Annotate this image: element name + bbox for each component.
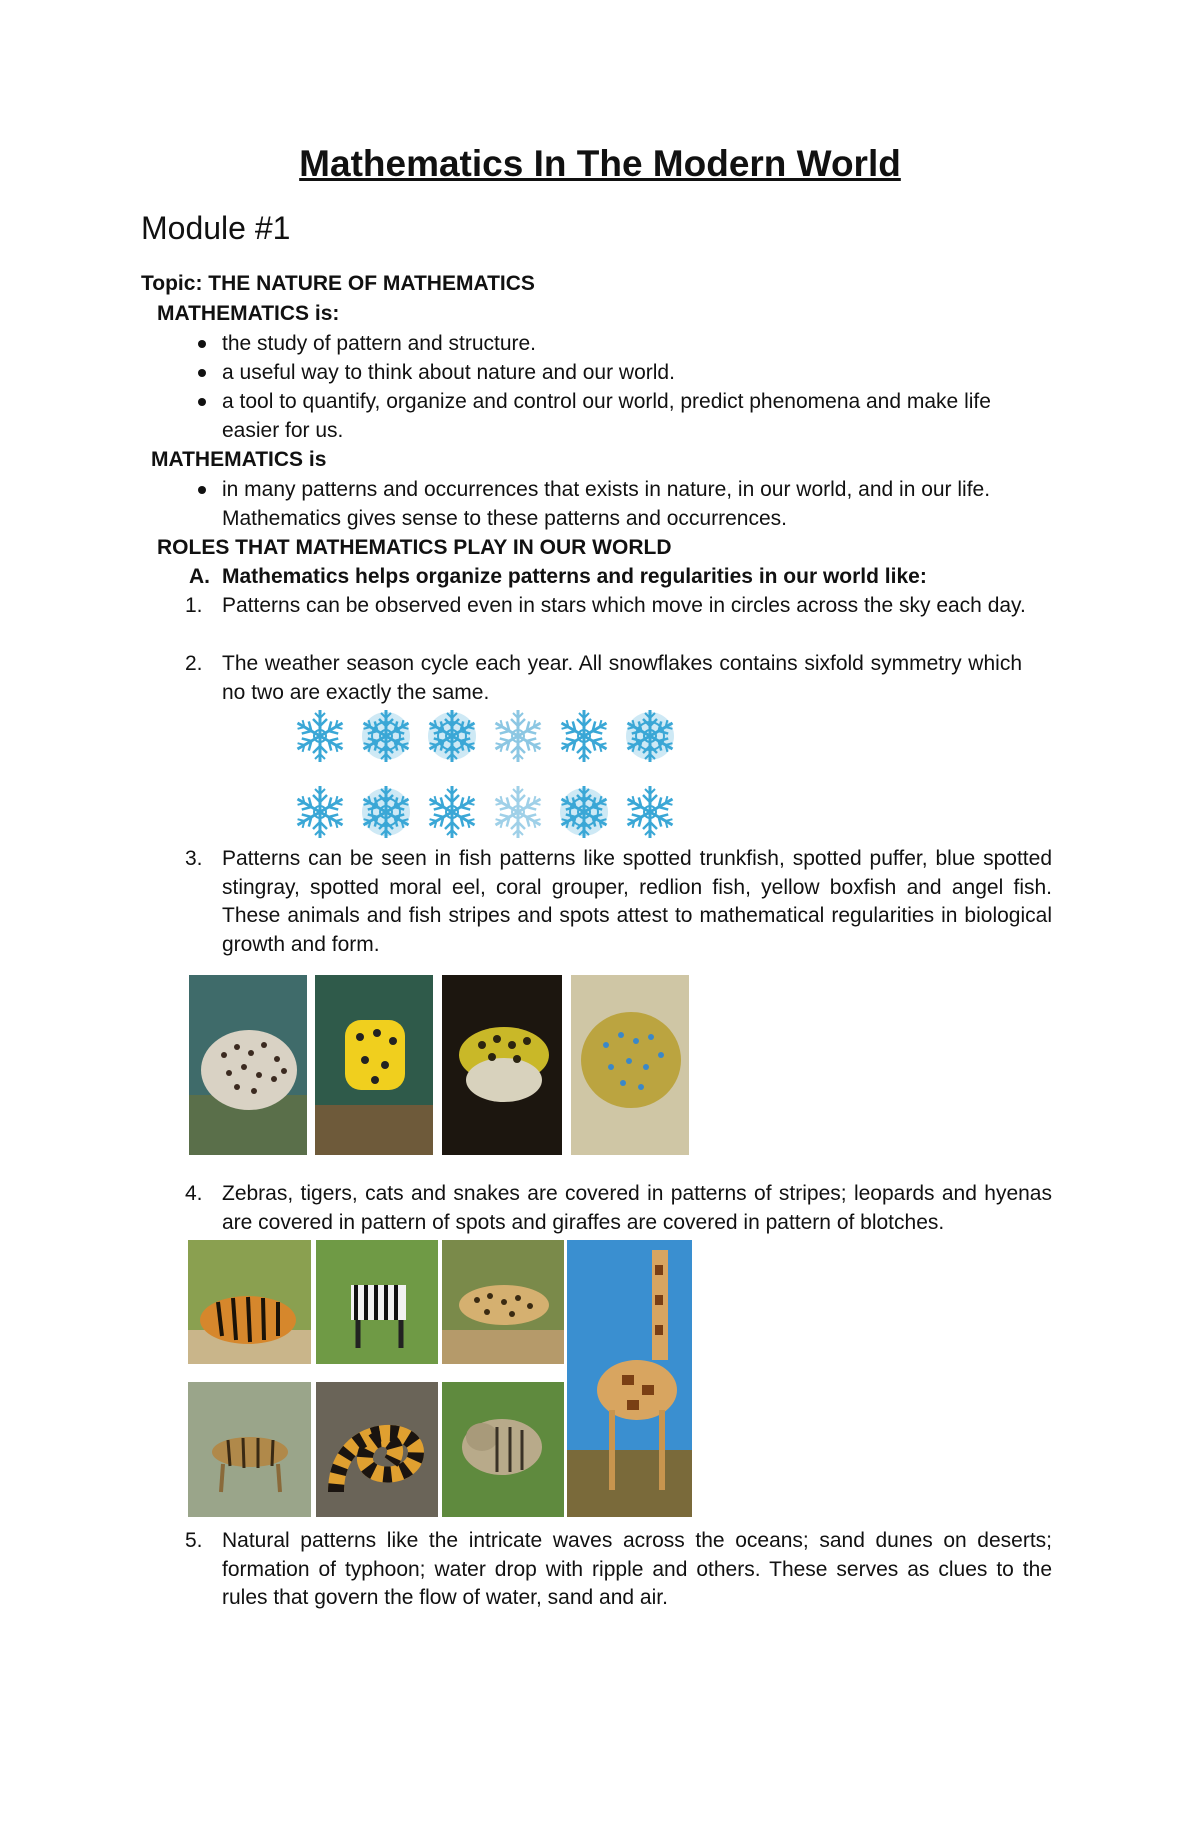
item-number: 4. bbox=[185, 1182, 203, 1205]
item-paragraph bbox=[222, 592, 1052, 621]
item-number: 1. bbox=[185, 594, 203, 617]
tiger-photo bbox=[188, 1240, 311, 1364]
snake-photo bbox=[316, 1382, 438, 1517]
list-item-continuation: easier for us. bbox=[222, 419, 344, 442]
module-label: Module #1 bbox=[141, 210, 291, 246]
item-number: 2. bbox=[185, 652, 203, 675]
bullet-dot bbox=[198, 486, 206, 494]
bullet-dot bbox=[198, 369, 206, 377]
item-text: The weather season cycle each year. All snowflakes contains sixfold symmetry which no two are exactly the same. bbox=[222, 652, 1022, 704]
cat-photo bbox=[188, 1382, 311, 1517]
sub-a-marker: A. bbox=[189, 565, 210, 588]
snowflake-image bbox=[290, 700, 690, 850]
list-item: in many patterns and occurrences that exists in nature, in our world, and in our life. bbox=[222, 478, 991, 501]
yellow-boxfish-photo bbox=[315, 975, 433, 1155]
section1-heading: MATHEMATICS is: bbox=[157, 302, 340, 325]
list-item: a useful way to think about nature and our world. bbox=[222, 361, 675, 384]
spotted-trunkfish-photo bbox=[189, 975, 307, 1155]
item-text: Zebras, tigers, cats and snakes are covered in patterns of stripes; leopards and hyenas are covered in pattern of spots and giraffes are covered in pattern of blotches. bbox=[222, 1182, 1052, 1234]
leopard-photo bbox=[442, 1240, 564, 1364]
snowflake-gallery bbox=[290, 700, 690, 850]
item-paragraph bbox=[222, 650, 1022, 707]
roles-heading: ROLES THAT MATHEMATICS PLAY IN OUR WORLD bbox=[157, 536, 672, 559]
giraffe-photo bbox=[567, 1240, 692, 1517]
blue-spotted-stingray-photo bbox=[571, 975, 689, 1155]
topic-heading: Topic: THE NATURE OF MATHEMATICS bbox=[141, 272, 535, 295]
item-number: 5. bbox=[185, 1529, 203, 1552]
zebra-photo bbox=[316, 1240, 438, 1364]
item-paragraph bbox=[222, 1527, 1052, 1613]
bullet-dot bbox=[198, 340, 206, 348]
section2-heading: MATHEMATICS is bbox=[151, 448, 327, 471]
spotted-puffer-photo bbox=[442, 975, 562, 1155]
bullet-dot bbox=[198, 398, 206, 406]
hyena-photo bbox=[442, 1382, 564, 1517]
item-paragraph bbox=[222, 1180, 1052, 1237]
item-number: 3. bbox=[185, 847, 203, 870]
list-item: the study of pattern and structure. bbox=[222, 332, 537, 355]
item-paragraph bbox=[222, 845, 1052, 959]
list-item: a tool to quantify, organize and control our world, predict phenomena and make life bbox=[222, 390, 991, 413]
item-text: Natural patterns like the intricate waves across the oceans; sand dunes on deserts; formation of typhoon; water drop with ripple and others. These serves as clues to the rules that govern the flow of water, sand and air. bbox=[222, 1529, 1052, 1609]
sub-a-text: Mathematics helps organize patterns and regularities in our world like: bbox=[222, 565, 927, 588]
item-text: Patterns can be observed even in stars which move in circles across the sky each day. bbox=[222, 594, 1026, 617]
list-item-continuation: Mathematics gives sense to these patterns and occurrences. bbox=[222, 507, 787, 530]
item-text: Patterns can be seen in fish patterns like spotted trunkfish, spotted puffer, blue spotted stingray, spotted moral eel, coral grouper, redlion fish, yellow boxfish and angel fish. These animals and fish stripes and spots attest to mathematical regularities in biological growth and form. bbox=[222, 847, 1052, 956]
document-title: Mathematics In The Modern World bbox=[299, 143, 901, 184]
